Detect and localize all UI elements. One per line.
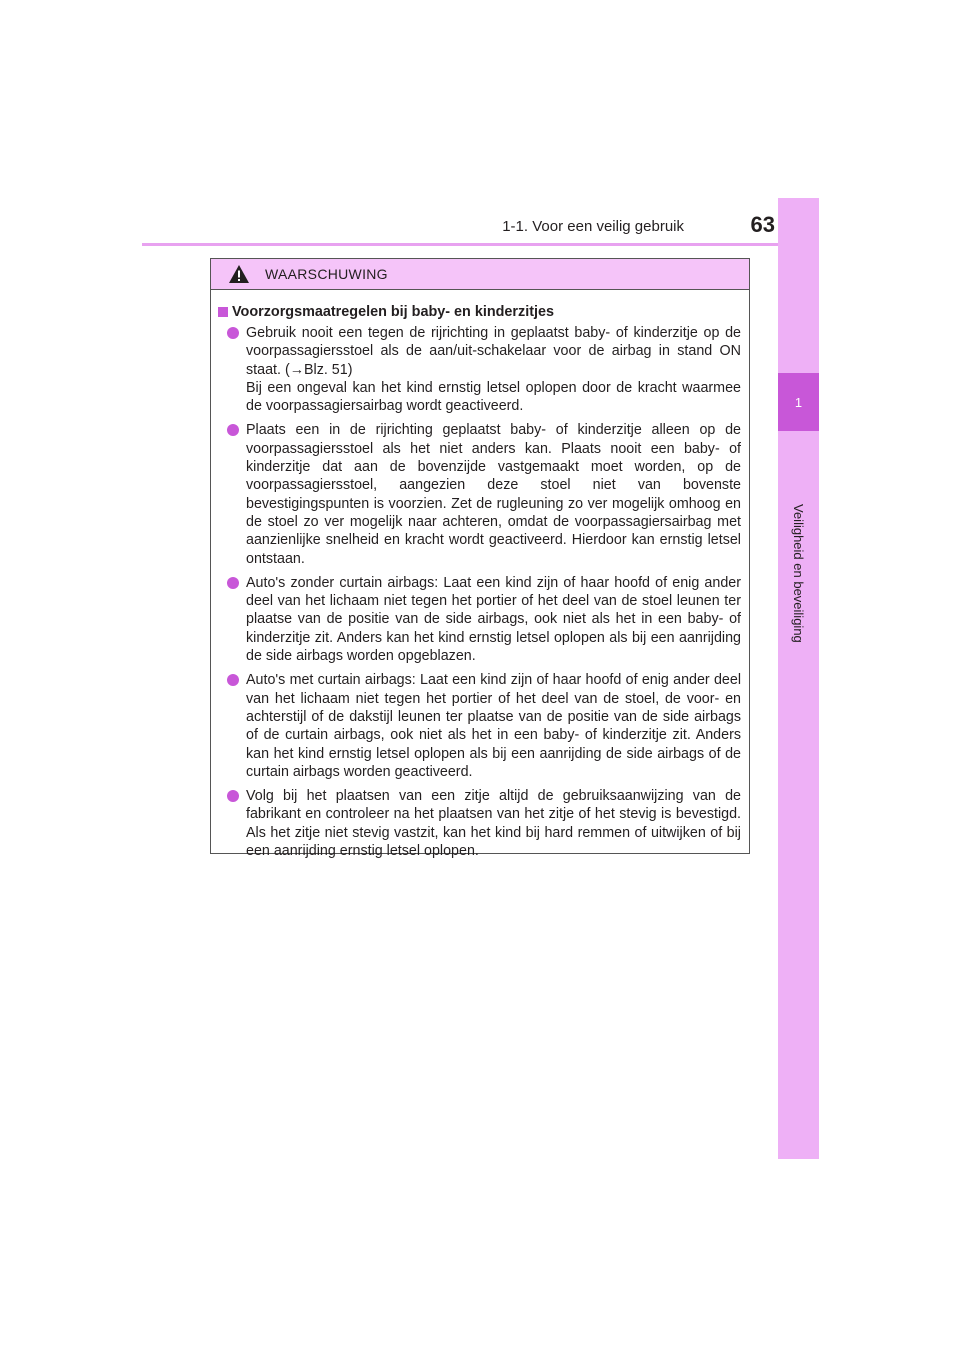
circle-bullet-icon [227, 674, 239, 686]
list-item-text: Volg bij het plaatsen van een zitje altijd de gebruiksaanwijzing van de fabrikant en controleer na het plaatsen van het zitje of het stevig is bevestigd. Als het zitje niet stevig vastzit, kan het kind bij hard remmen of uitwijken of bij een aanrijding ernstig letsel oplopen. [246, 788, 741, 860]
chapter-title [778, 438, 819, 708]
warning-triangle-icon [228, 264, 250, 284]
list-item-text: Auto's zonder curtain airbags: Laat een kind zijn of haar hoofd of enig ander deel van het lichaam niet tegen het portier of het deel van de stoel leunen ter plaatse van de positie van de side airbags, ook niet als het in een baby- of kinderzitje zit. Anders kan het kind ernstig letsel oplopen als bij een aanrijding de side airbags worden opgeblazen. [246, 574, 741, 665]
circle-bullet-icon [227, 424, 239, 436]
page-number: 63 [750, 212, 775, 237]
list-item-paragraph: Bij een ongeval kan het kind ernstig letsel oplopen door de kracht waarmee de voorpassagiersairbag wordt geactiveerd. [246, 379, 741, 415]
list-item-paragraph [246, 324, 741, 379]
list-item-text: Auto's met curtain airbags: Laat een kind zijn of haar hoofd of enig ander deel van het lichaam niet tegen het portier of het deel van de stoel, de voor- en achterstijl of de dakstijl leunen ter plaatse van de positie van de side airbags of de curtain airbags, ook niet als het in een baby- of kinderzitje zit. Anders kan het kind ernstig letsel oplopen als bij een aanrijding de side airbags of de curtain airbags worden geactiveerd. [246, 672, 741, 780]
list-item-text [246, 324, 741, 415]
list-item [217, 671, 741, 781]
chapter-title-text: Veiligheid en beveiliging [791, 503, 806, 643]
warning-box [210, 258, 750, 860]
header-rule [142, 243, 818, 246]
chapter-side-tab [778, 198, 819, 1159]
topic-text: Voorzorgsmaatregelen bij baby- en kinderzitjes [232, 304, 555, 320]
item-text-part: Gebruik nooit een tegen de rijrichting in geplaatst baby- of kinderzitje op de voorpassagiersstoel als de aan/uit-schakelaar voor de airbag in stand ON staat. ( [246, 325, 741, 378]
list-item [217, 787, 741, 860]
arrow-icon: → [289, 361, 304, 378]
list-item [217, 421, 741, 567]
topic-heading [217, 304, 741, 320]
warning-header [211, 259, 749, 290]
warning-body [211, 290, 749, 860]
list-item-text: Plaats een in de rijrichting geplaatst baby- of kinderzitje alleen op de voorpassagiersstoel als het niet anders kan. Plaats nooit een baby- of kinderzitje dat aan de bovenzijde vastgemaakt moet worden, op de voorpassagiersstoel, aangezien deze stoel niet van bovenste bevestigingspunten is voorzien. Zet de rugleuning zo ver mogelijk omhoog en de stoel zo ver mogelijk naar achteren, omdat de voorpassagiersairbag met aanzienlijke snelheid en kracht wordt geactiveerd. Hierdoor kan ernstig letsel ontstaan. [246, 422, 741, 567]
square-bullet-icon [218, 307, 228, 317]
section-title: 1-1. Voor een veilig gebruik [502, 218, 684, 235]
warning-title: WAARSCHUWING [265, 266, 388, 282]
circle-bullet-icon [227, 790, 239, 802]
list-item [217, 574, 741, 665]
circle-bullet-icon [227, 577, 239, 589]
list-item [217, 324, 741, 415]
circle-bullet-icon [227, 327, 239, 339]
page-reference: Blz. 51) [304, 361, 353, 378]
chapter-number: 1 [778, 373, 819, 431]
